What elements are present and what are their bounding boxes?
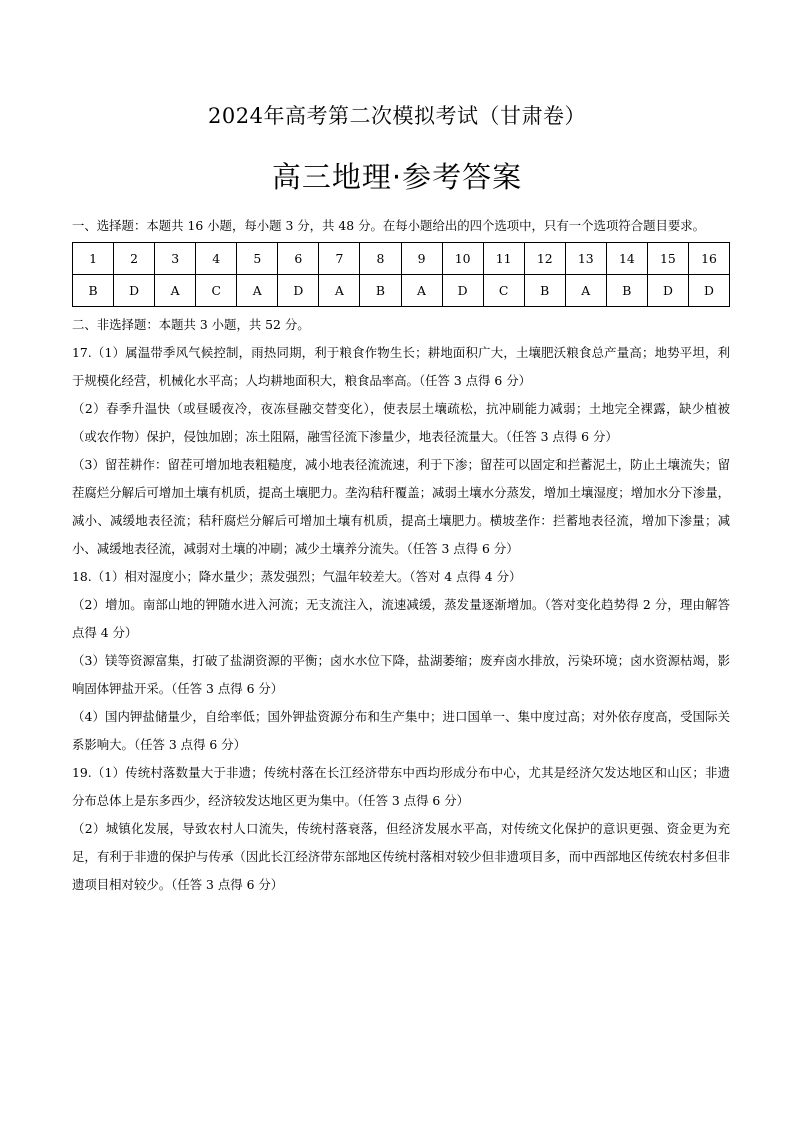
answer-cell: B	[524, 275, 565, 307]
question-number-cell: 9	[401, 243, 442, 275]
page-subtitle: 高三地理·参考答案	[271, 160, 523, 194]
section-1-heading: 一、选择题：本题共 16 小题，每小题 3 分，共 48 分。在每小题给出的四个选项中，只有一个选项符合题目要求。	[72, 218, 706, 233]
question-number-cell: 4	[196, 243, 237, 275]
answer-cell: D	[442, 275, 483, 307]
answer-cell: A	[565, 275, 606, 307]
q17-part2: （2）春季升温快（或昼暖夜冷，夜冻昼融交替变化），使表层土壤疏松，抗冲刷能力减弱；土地完全裸露，缺少植被（或农作物）保护，侵蚀加剧；冻土阻隔，融雪径流下渗量少，地表径流量大。（任答 3 点得 6 分）	[72, 401, 730, 444]
question-number-cell: 1	[73, 243, 114, 275]
answer-cell: A	[319, 275, 360, 307]
question-number-cell: 15	[647, 243, 688, 275]
answer-cell: D	[114, 275, 155, 307]
question-number-row	[73, 243, 730, 275]
question-number-cell: 12	[524, 243, 565, 275]
choice-answer-table	[72, 242, 730, 307]
question-number-cell: 7	[319, 243, 360, 275]
question-number-cell: 13	[565, 243, 606, 275]
answer-cell: B	[73, 275, 114, 307]
q19-part2: （2）城镇化发展，导致农村人口流失，传统村落衰落，但经济发展水平高，对传统文化保护的意识更强、资金更为充足，有利于非遗的保护与传承（因此长江经济带东部地区传统村落相对较少但非遗项目多，而中西部地区传统农村多但非遗项目相对较少。（任答 3 点得 6 分）	[72, 821, 730, 892]
answer-cell: A	[237, 275, 278, 307]
question-number-cell: 6	[278, 243, 319, 275]
answer-row	[73, 275, 730, 307]
answer-cell: D	[688, 275, 729, 307]
answer-cell: D	[647, 275, 688, 307]
answer-cell: A	[401, 275, 442, 307]
answer-cell: C	[196, 275, 237, 307]
answer-cell: C	[483, 275, 524, 307]
q17-part1: 17.（1）属温带季风气候控制，雨热同期，利于粮食作物生长；耕地面积广大，土壤肥沃粮食总产量高；地势平坦，利于规模化经营，机械化水平高；人均耕地面积大，粮食品率高。（任答 3 点得 6 分）	[72, 345, 730, 388]
question-number-cell: 11	[483, 243, 524, 275]
answer-cell: D	[278, 275, 319, 307]
question-number-cell: 8	[360, 243, 401, 275]
q17-part3: （3）留茬耕作：留茬可增加地表粗糙度，减小地表径流流速，利于下渗；留茬可以固定和拦蓄泥土，防止土壤流失；留茬腐烂分解后可增加土壤有机质，提高土壤肥力。垄沟秸秆覆盖；减弱土壤水分蒸发，增加土壤湿度；增加水分下渗量，减小、减缓地表径流；秸秆腐烂分解后可增加土壤有机质，提高土壤肥力。横坡垄作：拦蓄地表径流，增加下渗量；减小、减缓地表径流，减弱对土壤的冲刷；减少土壤养分流失。（任答 3 点得 6 分）	[72, 457, 730, 556]
answer-cell: B	[606, 275, 647, 307]
question-number-cell: 14	[606, 243, 647, 275]
question-number-cell: 3	[155, 243, 196, 275]
answer-cell: A	[155, 275, 196, 307]
q18-part1: 18.（1）相对湿度小；降水量少；蒸发强烈；气温年较差大。（答对 4 点得 4 分）	[72, 569, 522, 584]
page-title: 2024年高考第二次模拟考试（甘肃卷）	[208, 104, 586, 128]
question-number-cell: 16	[688, 243, 729, 275]
q18-part2: （2）增加。南部山地的钾随水进入河流；无支流注入，流速减缓，蒸发量逐渐增加。（答对变化趋势得 2 分，理由解答点得 4 分）	[72, 597, 730, 640]
question-number-cell: 10	[442, 243, 483, 275]
section-2-heading: 二、非选择题：本题共 3 小题，共 52 分。	[72, 317, 310, 332]
answer-content	[72, 212, 730, 899]
q18-part3: （3）镁等资源富集，打破了盐湖资源的平衡；卤水水位下降，盐湖萎缩；废弃卤水排放，污染环境；卤水资源枯竭，影响固体钾盐开采。（任答 3 点得 6 分）	[72, 653, 730, 696]
q19-part1: 19.（1）传统村落数量大于非遗；传统村落在长江经济带东中西均形成分布中心，尤其是经济欠发达地区和山区；非遗分布总体上是东多西少，经济较发达地区更为集中。（任答 3 点得 6 分）	[72, 765, 730, 808]
question-number-cell: 2	[114, 243, 155, 275]
q18-part4: （4）国内钾盐储量少，自给率低；国外钾盐资源分布和生产集中；进口国单一、集中度过高；对外依存度高，受国际关系影响大。（任答 3 点得 6 分）	[72, 709, 730, 752]
question-number-cell: 5	[237, 243, 278, 275]
answer-cell: B	[360, 275, 401, 307]
